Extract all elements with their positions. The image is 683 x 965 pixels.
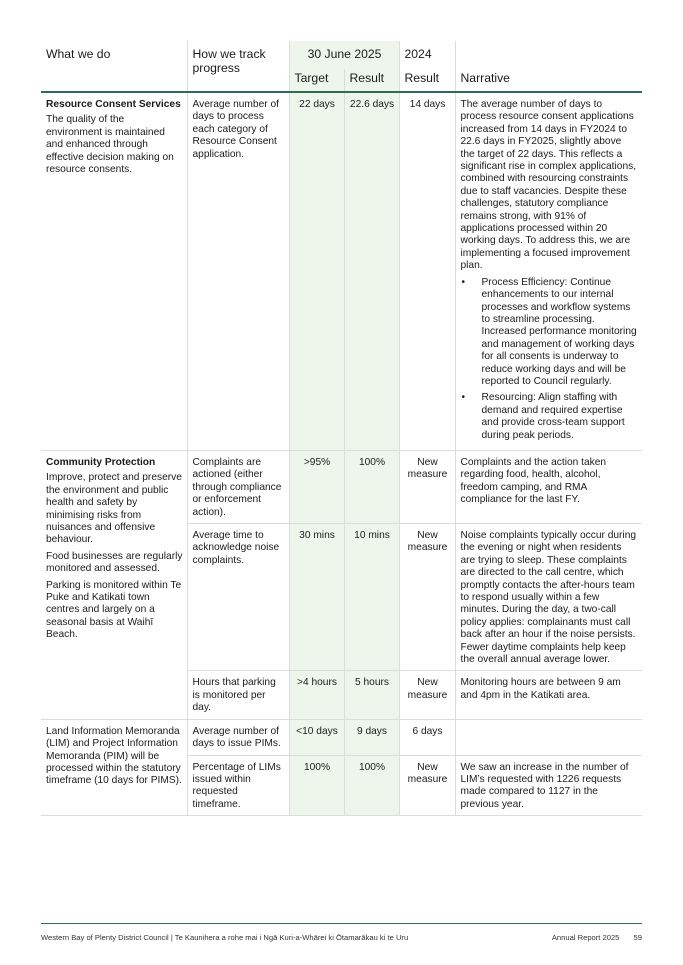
header-how-we-track: How we track progress (187, 41, 289, 92)
target-cell: >4 hours (289, 671, 344, 719)
header-period-2024: 2024 (399, 41, 455, 69)
section-title: Community Protection (46, 456, 156, 468)
what-we-do-cell (41, 92, 187, 450)
narrative-text: The average number of days to process resource consent applications increased from 14 days in FY2024 to 22.6 days in FY2025, slightly above the target of 22 days. This reflects a significant rise in complex applications, combined with resourcing constraints due to staff vacancies. Despite these challenges, statutory compliance remains strong, with 91% of applications processed within 20 working days. To address this, we are implementing a focused improvement plan. (460, 99, 637, 272)
section-description: Parking is monitored within Te Puke and Katikati town centres and largely on a seasonal basis at Waihī Beach. (46, 579, 182, 641)
list-item: • Resourcing: Align staffing with demand and required expertise and provide cross-team support during peak periods. (461, 392, 625, 441)
result-2024-cell: New measure (399, 671, 455, 719)
narrative-cell (455, 719, 642, 755)
section-description: Land Information Memoranda (LIM) and Project Information Memoranda (PIM) will be processed within the statutory timeframe (10 days for PIMS). (46, 725, 182, 787)
table-row (41, 450, 642, 523)
bullet-text: Process Efficiency: Continue enhancements to our internal processes and workflow systems to streamline processing. Increased performance monitoring and management of working days for all consents is underway to reduce working days and will be reported to Council regularly. (481, 276, 637, 387)
result-cell: 22.6 days (344, 92, 399, 450)
performance-table (41, 41, 642, 816)
what-we-do-cell (41, 719, 187, 815)
narrative-cell: Noise complaints typically occur during the evening or night when residents are trying to sleep. These complaints are directed to the call centre, which promptly contacts the after-hours team to respond usually within a few minutes. During the day, a two-call policy applies: complainants must call back after an hour if the noise persists. Fewer daytime complaints help keep the overall annual average lower. (455, 524, 642, 671)
measure-cell: Average time to acknowledge noise complaints. (187, 524, 289, 671)
header-target: Target (289, 69, 344, 92)
header-what-we-do: What we do (41, 41, 187, 92)
header-result-2024: Result (399, 69, 455, 92)
footer-council-name: Western Bay of Plenty District Council | Te Kaunihera a rohe mai i Ngā Kuri-a-Whārei ki Ōtamarākau ki te Uru (41, 933, 409, 942)
header-narrative: Narrative (455, 69, 642, 92)
list-item: • Process Efficiency: Continue enhancements to our internal processes and workflow systems to streamline processing. Increased performance monitoring and management of working days for all consents is underway to reduce working days and will be reported to Council regularly. (461, 276, 637, 387)
measure-cell: Percentage of LIMs issued within requested timeframe. (187, 755, 289, 816)
result-2024-cell: 14 days (399, 92, 455, 450)
measure-cell: Average number of days to process each category of Resource Consent application. (187, 92, 289, 450)
result-cell: 9 days (344, 719, 399, 755)
header-period-2025: 30 June 2025 (289, 41, 399, 69)
section-description: Improve, protect and preserve the environment and public health and safety by minimising risks from nuisances and offensive behaviour. (46, 472, 182, 546)
result-cell: 100% (344, 450, 399, 523)
section-title: Resource Consent Services (46, 99, 181, 110)
target-cell: 30 mins (289, 524, 344, 671)
table-row (41, 92, 642, 450)
target-cell: >95% (289, 450, 344, 523)
section-description: Food businesses are regularly monitored and assessed. (46, 550, 183, 575)
measure-cell: Hours that parking is monitored per day. (187, 671, 289, 719)
bullet-text: Resourcing: Align staffing with demand and required expertise and provide cross-team support during peak periods. (481, 392, 625, 441)
section-description: The quality of the environment is maintained and enhanced through effective decision making on resource consents. (46, 114, 174, 176)
narrative-cell: Monitoring hours are between 9 am and 4pm in the Katikati area. (455, 671, 642, 719)
narrative-cell: We saw an increase in the number of LIM’s requested with 1226 requests made compared to 1127 in the previous year. (455, 755, 642, 816)
header-result: Result (344, 69, 399, 92)
target-cell: 22 days (289, 92, 344, 450)
footer-report-title: Annual Report 2025 (551, 933, 620, 942)
result-cell: 5 hours (344, 671, 399, 719)
target-cell: 100% (289, 755, 344, 816)
footer-right (552, 933, 642, 942)
footer-divider (41, 923, 642, 924)
page-number: 59 (633, 933, 642, 942)
result-2024-cell: 6 days (399, 719, 455, 755)
target-cell: <10 days (289, 719, 344, 755)
what-we-do-cell (41, 450, 187, 719)
narrative-cell: Complaints and the action taken regarding food, health, alcohol, freedom camping, and RMA compliance for the last FY. (455, 450, 642, 523)
result-2024-cell: New measure (399, 524, 455, 671)
result-2024-cell: New measure (399, 755, 455, 816)
header-spacer (455, 41, 642, 69)
narrative-cell (455, 92, 642, 450)
narrative-bullets (461, 277, 639, 442)
result-cell: 10 mins (344, 524, 399, 671)
measure-cell: Average number of days to issue PIMs. (187, 719, 289, 755)
result-cell: 100% (344, 755, 399, 816)
measure-cell: Complaints are actioned (either through compliance or enforcement action). (187, 450, 289, 523)
table-row (41, 719, 642, 755)
result-2024-cell: New measure (399, 450, 455, 523)
